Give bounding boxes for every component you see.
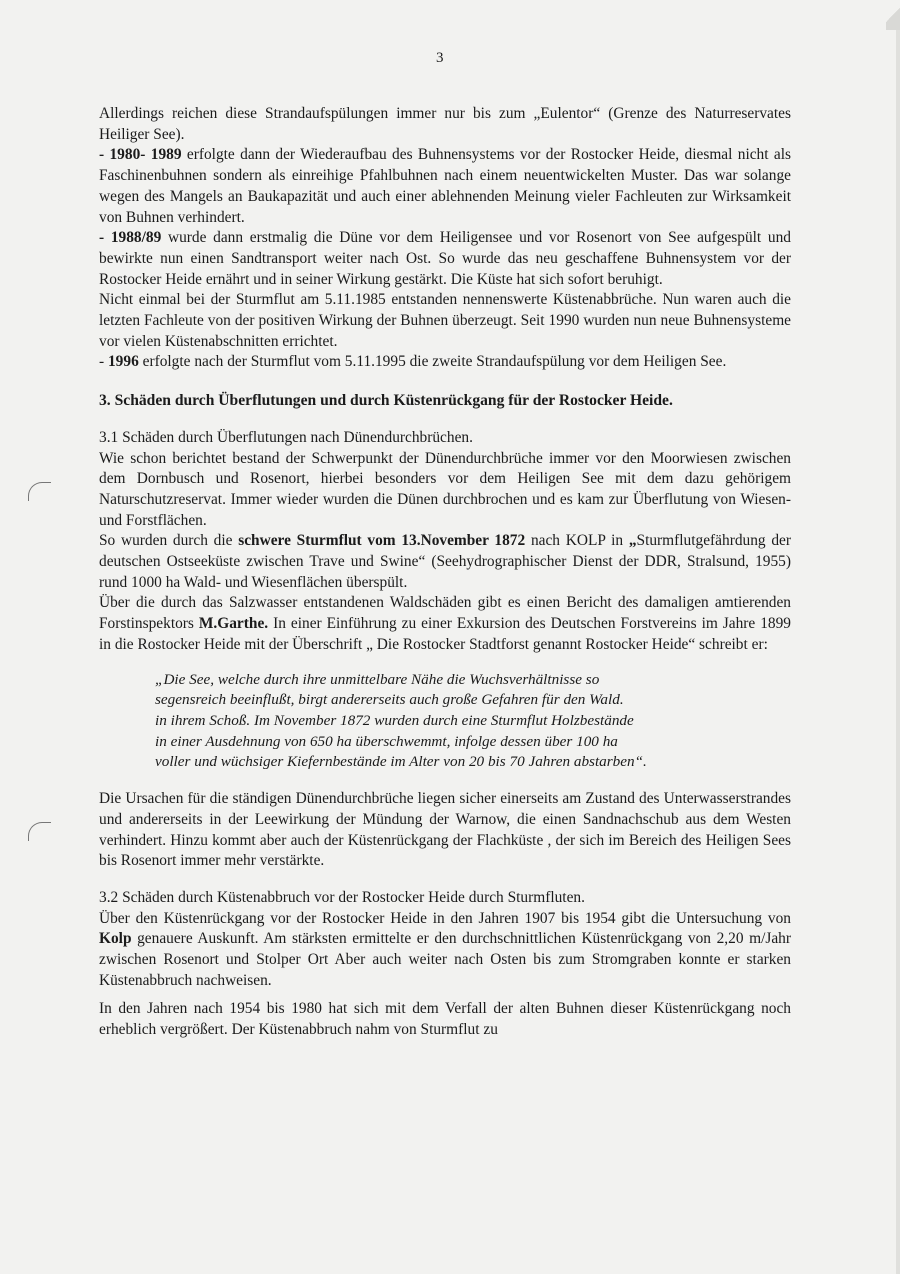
- quote-line: in ihrem Schoß. Im November 1872 wurden durch eine Sturmflut Holzbestände: [155, 711, 634, 729]
- section-heading: 3. Schäden durch Überflutungen und durch Küstenrückgang für der Rostocker Heide.: [99, 392, 673, 410]
- document-body: [99, 104, 791, 1041]
- quote-line: segensreich beeinflußt, birgt andererseits auch große Gefahren für den Wald.: [155, 691, 624, 709]
- paragraph-text: erfolgte dann der Wiederaufbau des Buhnensystems vor der Rostocker Heide, diesmal nicht als Faschinenbuhnen sondern als einreihige Pfahlbuhnen nach einem neuentwickelten Muster. Das war solange wegen des Mangels an Baukapazität und auch einer ablehnenden Meinung vieler Fachleuten zur Wirksamkeit von Buhnen verhindert.: [99, 146, 791, 226]
- year-label: - 1988/89: [99, 229, 162, 247]
- quote-line: voller und wüchsiger Kiefernbestände im Alter von 20 bis 70 Jahren abstarben“.: [155, 753, 647, 771]
- quote-line: in einer Ausdehnung von 650 ha überschwemmt, infolge dessen über 100 ha: [155, 732, 618, 750]
- paragraph-text: erfolgte nach der Sturmflut vom 5.11.1995 die zweite Strandaufspülung vor dem Heiligen See.: [138, 353, 727, 371]
- paragraph: Allerdings reichen diese Strandaufspülungen immer nur bis zum „Eulentor“ (Grenze des Naturreservates Heiliger See).: [99, 105, 791, 143]
- paragraph: [99, 593, 791, 655]
- paragraph: [99, 145, 791, 228]
- page-edge: [896, 0, 900, 1274]
- subsection-heading: 3.1 Schäden durch Überflutungen nach Dünendurchbrüchen.: [99, 428, 473, 446]
- paragraph-text: wurde dann erstmalig die Düne vor dem Heiligensee und vor Rosenort von See aufgespült und bewirkte nun einen Sandtransport weiter nach Ost. So wurde das neu geschaffene Buhnensystem vor der Rostocker Heide ernährt und in seiner Wirkung gestärkt. Die Küste hat sich sofort beruhigt.: [99, 229, 792, 288]
- year-label: - 1980- 1989: [99, 146, 182, 164]
- paragraph: [99, 909, 791, 992]
- emphasis: „: [628, 532, 637, 550]
- quote-line: „Die See, welche durch ihre unmittelbare Nähe die Wuchsverhältnisse so: [155, 670, 600, 688]
- paragraph-text: Über den Küstenrückgang vor der Rostocker Heide in den Jahren 1907 bis 1954 gibt die Untersuchung von: [99, 909, 791, 927]
- block-quote: [155, 670, 775, 774]
- paragraph: Die Ursachen für die ständigen Dünendurchbrüche liegen sicher einerseits am Zustand des Unterwasserstrandes und andererseits in der Leewirkung der Mündung der Warnow, die einen Sandnachschub aus dem Westen verhindert. Hinzu kommt aber auch der Küstenrückgang der Flachküste , der sich im Bereich des Heiligen Sees bis Rosenort immer mehr verstärkte.: [99, 790, 791, 870]
- emphasis: M.Garthe.: [198, 615, 269, 633]
- paragraph-text: genauere Auskunft. Am stärksten ermittelte er den durchschnittlichen Küstenrückgang von 2,20 m/Jahr zwischen Rosenort und Stolper Ort Aber auch weiter nach Osten bis zum Stromgraben konnte er starken Küstenabbruch nachweisen.: [99, 930, 791, 989]
- subsection-heading: 3.2 Schäden durch Küstenabbruch vor der Rostocker Heide durch Sturmfluten.: [99, 888, 585, 906]
- paragraph: Wie schon berichtet bestand der Schwerpunkt der Dünendurchbrüche immer vor den Moorwiesen zwischen dem Dornbusch und Rosenort, hierbei besonders vor dem Heiligen See mit dem dazu gehörigem Naturschutzreservat. Immer wieder wurden die Dünen durchbrochen und es kam zur Überflutung von Wiesen- und Forstflächen.: [99, 449, 791, 529]
- paragraph-text: So wurden durch die: [99, 532, 239, 550]
- punch-hole-mark: [28, 822, 51, 841]
- paragraph: Nicht einmal bei der Sturmflut am 5.11.1985 entstanden nennenswerte Küstenabbrüche. Nun waren auch die letzten Fachleute von der positiven Wirkung der Buhnen überzeugt. Seit 1990 wurden nun neue Buhnensysteme vor vielen Küstenabschnitten errichtet.: [99, 291, 791, 350]
- paragraph: [99, 228, 791, 290]
- paragraph: [99, 531, 791, 593]
- year-label: 1996: [107, 353, 139, 371]
- paragraph-text: Über die durch das Salzwasser entstandenen Waldschäden gibt es einen Bericht des damaligen amtierenden Forstinspektors: [99, 594, 791, 633]
- paragraph: [99, 352, 791, 373]
- folded-corner: [886, 0, 900, 30]
- paragraph-text: Sturmflutgefährdung der deutschen Ostseeküste zwischen Trave und Swine“ (Seehydrographischer Dienst der DDR, Stralsund, 1955) rund 1000 ha Wald- und Wiesenflächen überspült.: [99, 532, 791, 591]
- paragraph-text: In einer Einführung zu einer Exkursion des Deutschen Forstvereins im Jahre 1899 in die Rostocker Heide mit der Überschrift „ Die Rostocker Stadtforst genannt Rostocker Heide“ schreibt er:: [99, 615, 791, 653]
- dash: -: [99, 353, 108, 371]
- page-number: 3: [436, 50, 444, 66]
- emphasis: schwere Sturmflut vom 13.November 1872: [238, 532, 526, 550]
- paragraph-text: nach KOLP in: [525, 532, 629, 550]
- punch-hole-mark: [28, 482, 51, 501]
- emphasis: Kolp: [99, 930, 132, 948]
- paragraph: In den Jahren nach 1954 bis 1980 hat sich mit dem Verfall der alten Buhnen dieser Küstenrückgang noch erheblich vergrößert. Der Küstenabbruch nahm von Sturmflut zu: [99, 1000, 791, 1039]
